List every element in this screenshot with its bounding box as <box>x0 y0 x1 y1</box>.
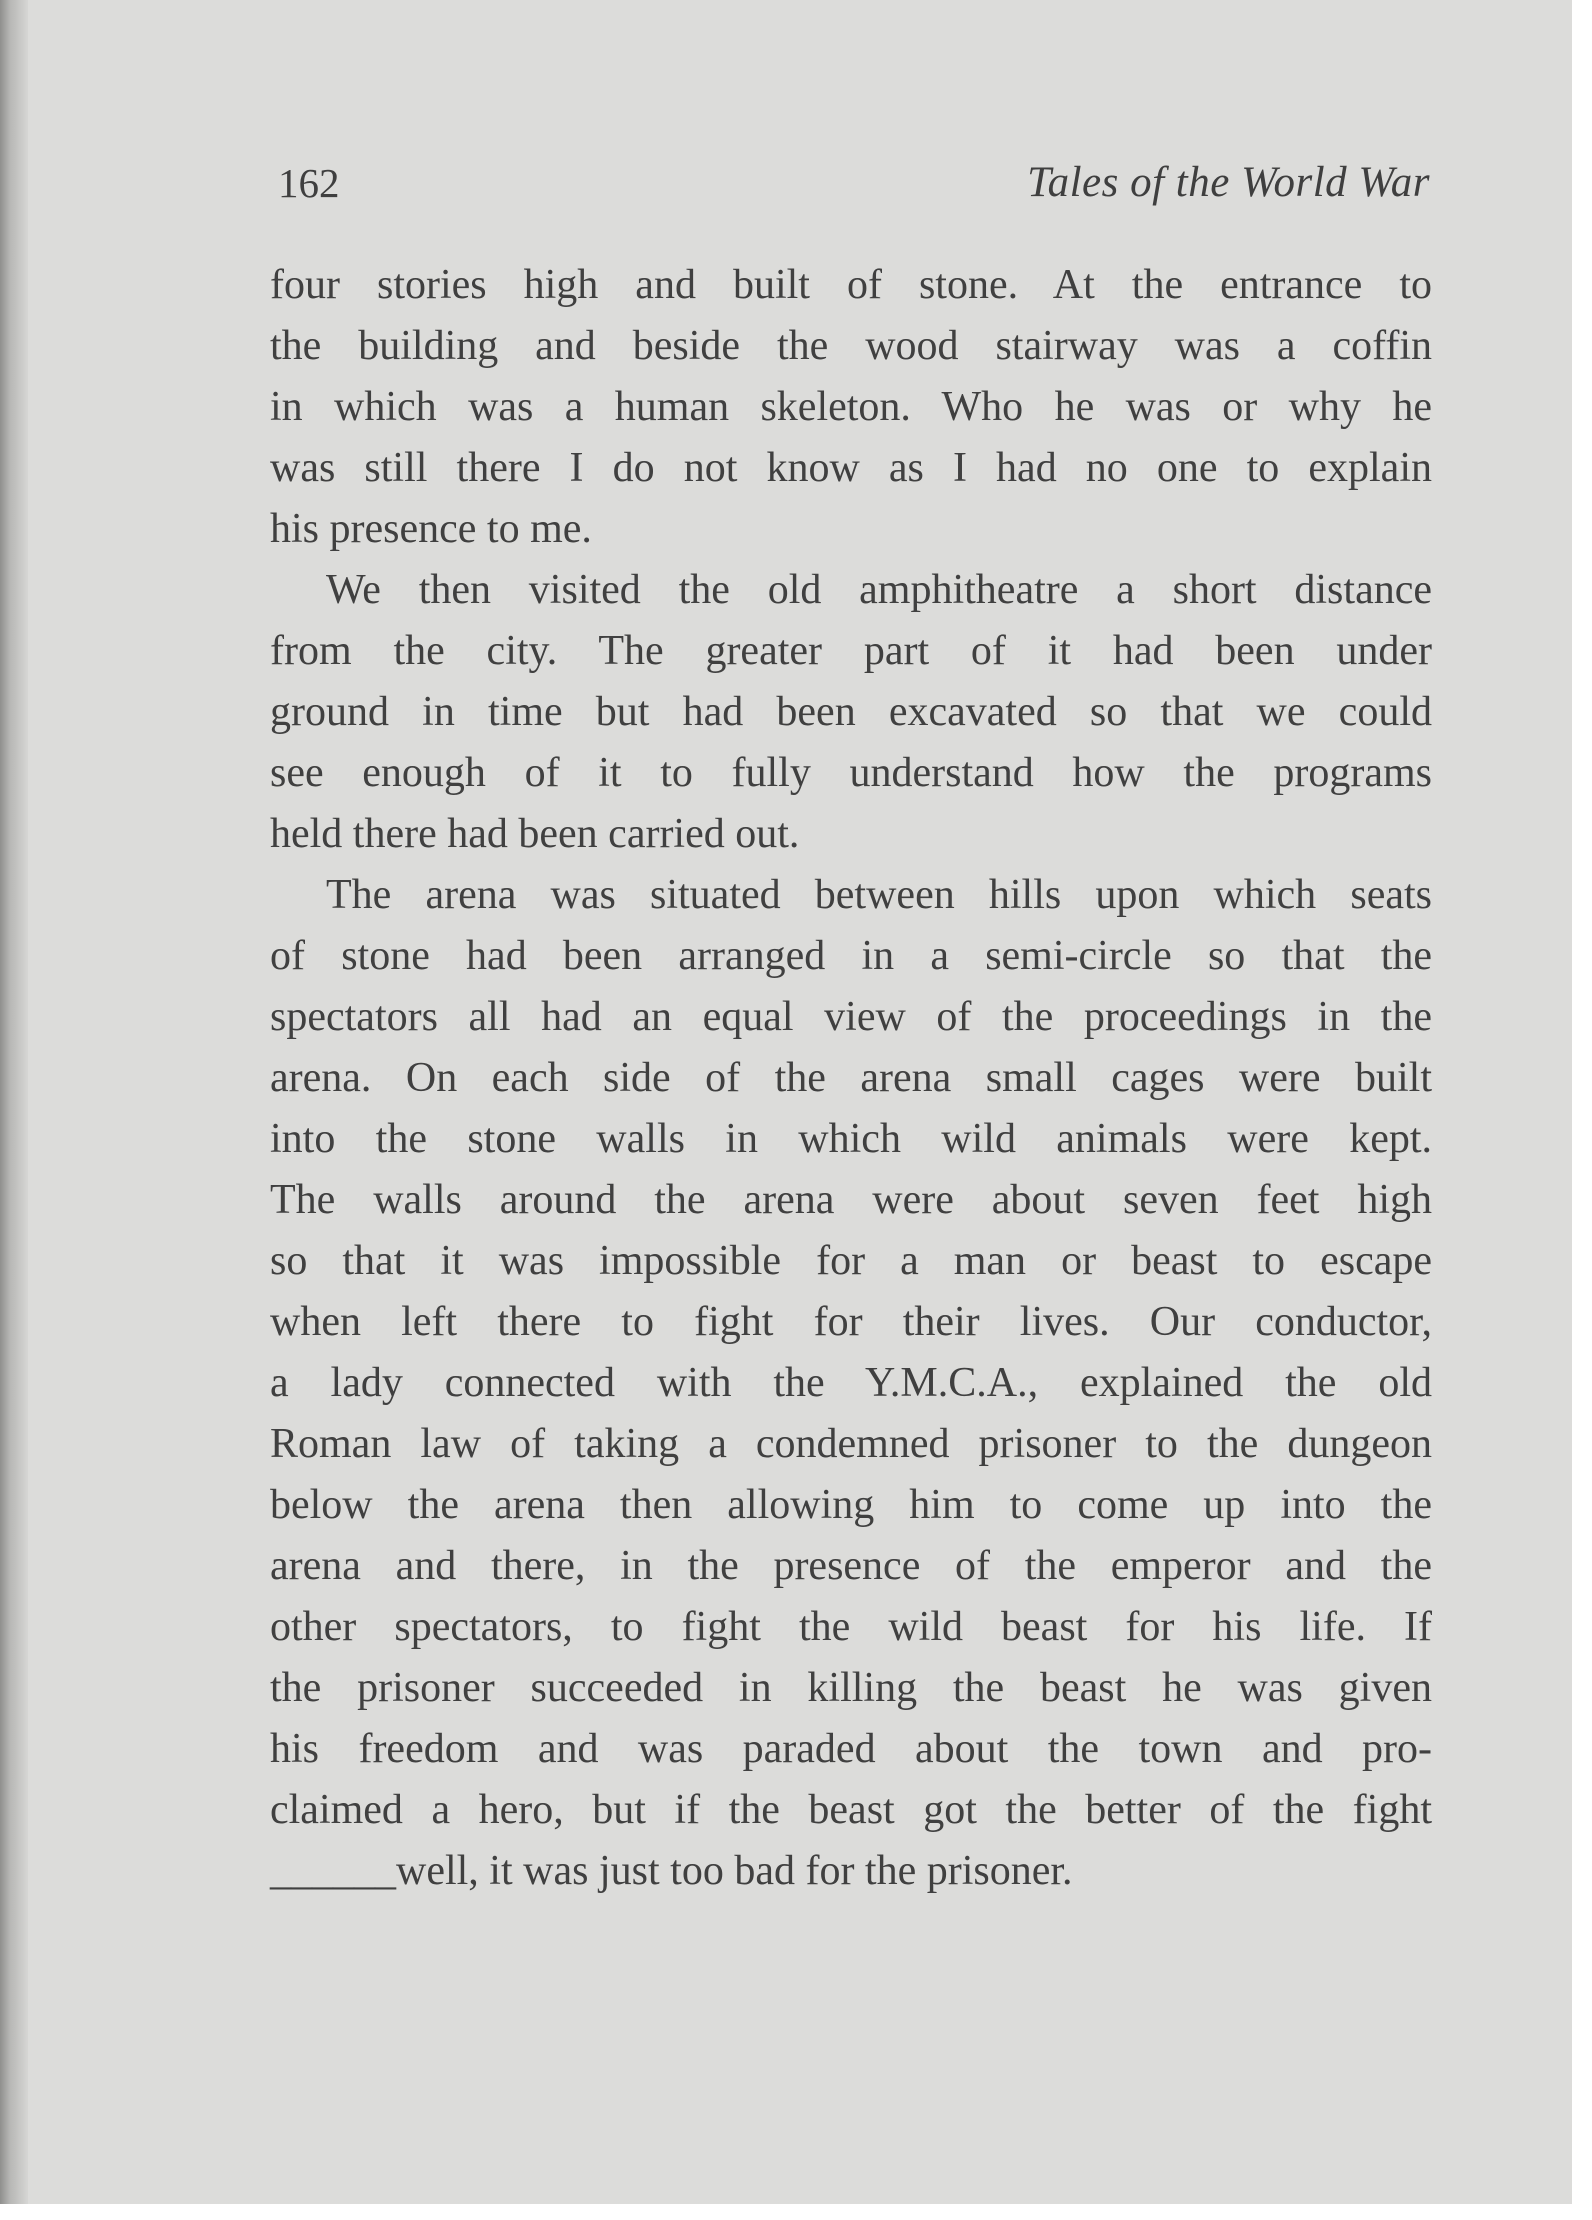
text-line: four stories high and built of stone. At the entrance to <box>270 262 1432 308</box>
paragraph-3 <box>270 865 1432 1902</box>
text-line: see enough of it to fully understand how the programs <box>270 750 1432 796</box>
text-line: claimed a hero, but if the beast got the better of the fight <box>270 1787 1432 1833</box>
text-line: arena and there, in the presence of the emperor and the <box>270 1543 1432 1589</box>
text-line: held there had been carried out. <box>270 811 800 857</box>
text-line: ______well, it was just too bad for the prisoner. <box>270 1848 1073 1894</box>
text-line: The arena was situated between hills upon which seats <box>326 872 1432 918</box>
text-line: a lady connected with the Y.M.C.A., explained the old <box>270 1360 1432 1406</box>
page-header <box>278 148 1430 218</box>
text-line: his freedom and was paraded about the town and pro- <box>270 1726 1432 1772</box>
text-line: of stone had been arranged in a semi-circle so that the <box>270 933 1432 979</box>
text-line: in which was a human skeleton. Who he was or why he <box>270 384 1432 430</box>
text-line: was still there I do not know as I had no one to explain <box>270 445 1432 491</box>
page-gutter-shadow <box>0 0 28 2220</box>
text-line: below the arena then allowing him to come up into the <box>270 1482 1432 1528</box>
body-text <box>270 255 1432 1902</box>
text-line: arena. On each side of the arena small cages were built <box>270 1055 1432 1101</box>
text-line: The walls around the arena were about seven feet high <box>270 1177 1432 1223</box>
text-line: from the city. The greater part of it had been under <box>270 628 1432 674</box>
text-line: the prisoner succeeded in killing the beast he was given <box>270 1665 1432 1711</box>
text-line: spectators all had an equal view of the proceedings in the <box>270 994 1432 1040</box>
page-bottom-margin <box>0 2204 1592 2220</box>
text-line: the building and beside the wood stairway was a coffin <box>270 323 1432 369</box>
text-line: ground in time but had been excavated so that we could <box>270 689 1432 735</box>
page-number: 162 <box>278 160 340 206</box>
paragraph-1 <box>270 255 1432 560</box>
paragraph-2 <box>270 560 1432 865</box>
page-right-margin <box>1572 0 1592 2220</box>
text-line: Roman law of taking a condemned prisoner to the dungeon <box>270 1421 1432 1467</box>
text-line: We then visited the old amphitheatre a short distance <box>326 567 1432 613</box>
text-line: into the stone walls in which wild animals were kept. <box>270 1116 1432 1162</box>
running-title: Tales of the World War <box>1027 159 1430 206</box>
text-line: his presence to me. <box>270 506 592 552</box>
text-line: so that it was impossible for a man or beast to escape <box>270 1238 1432 1284</box>
text-line: other spectators, to fight the wild beast for his life. If <box>270 1604 1432 1650</box>
text-line: when left there to fight for their lives. Our conductor, <box>270 1299 1432 1345</box>
